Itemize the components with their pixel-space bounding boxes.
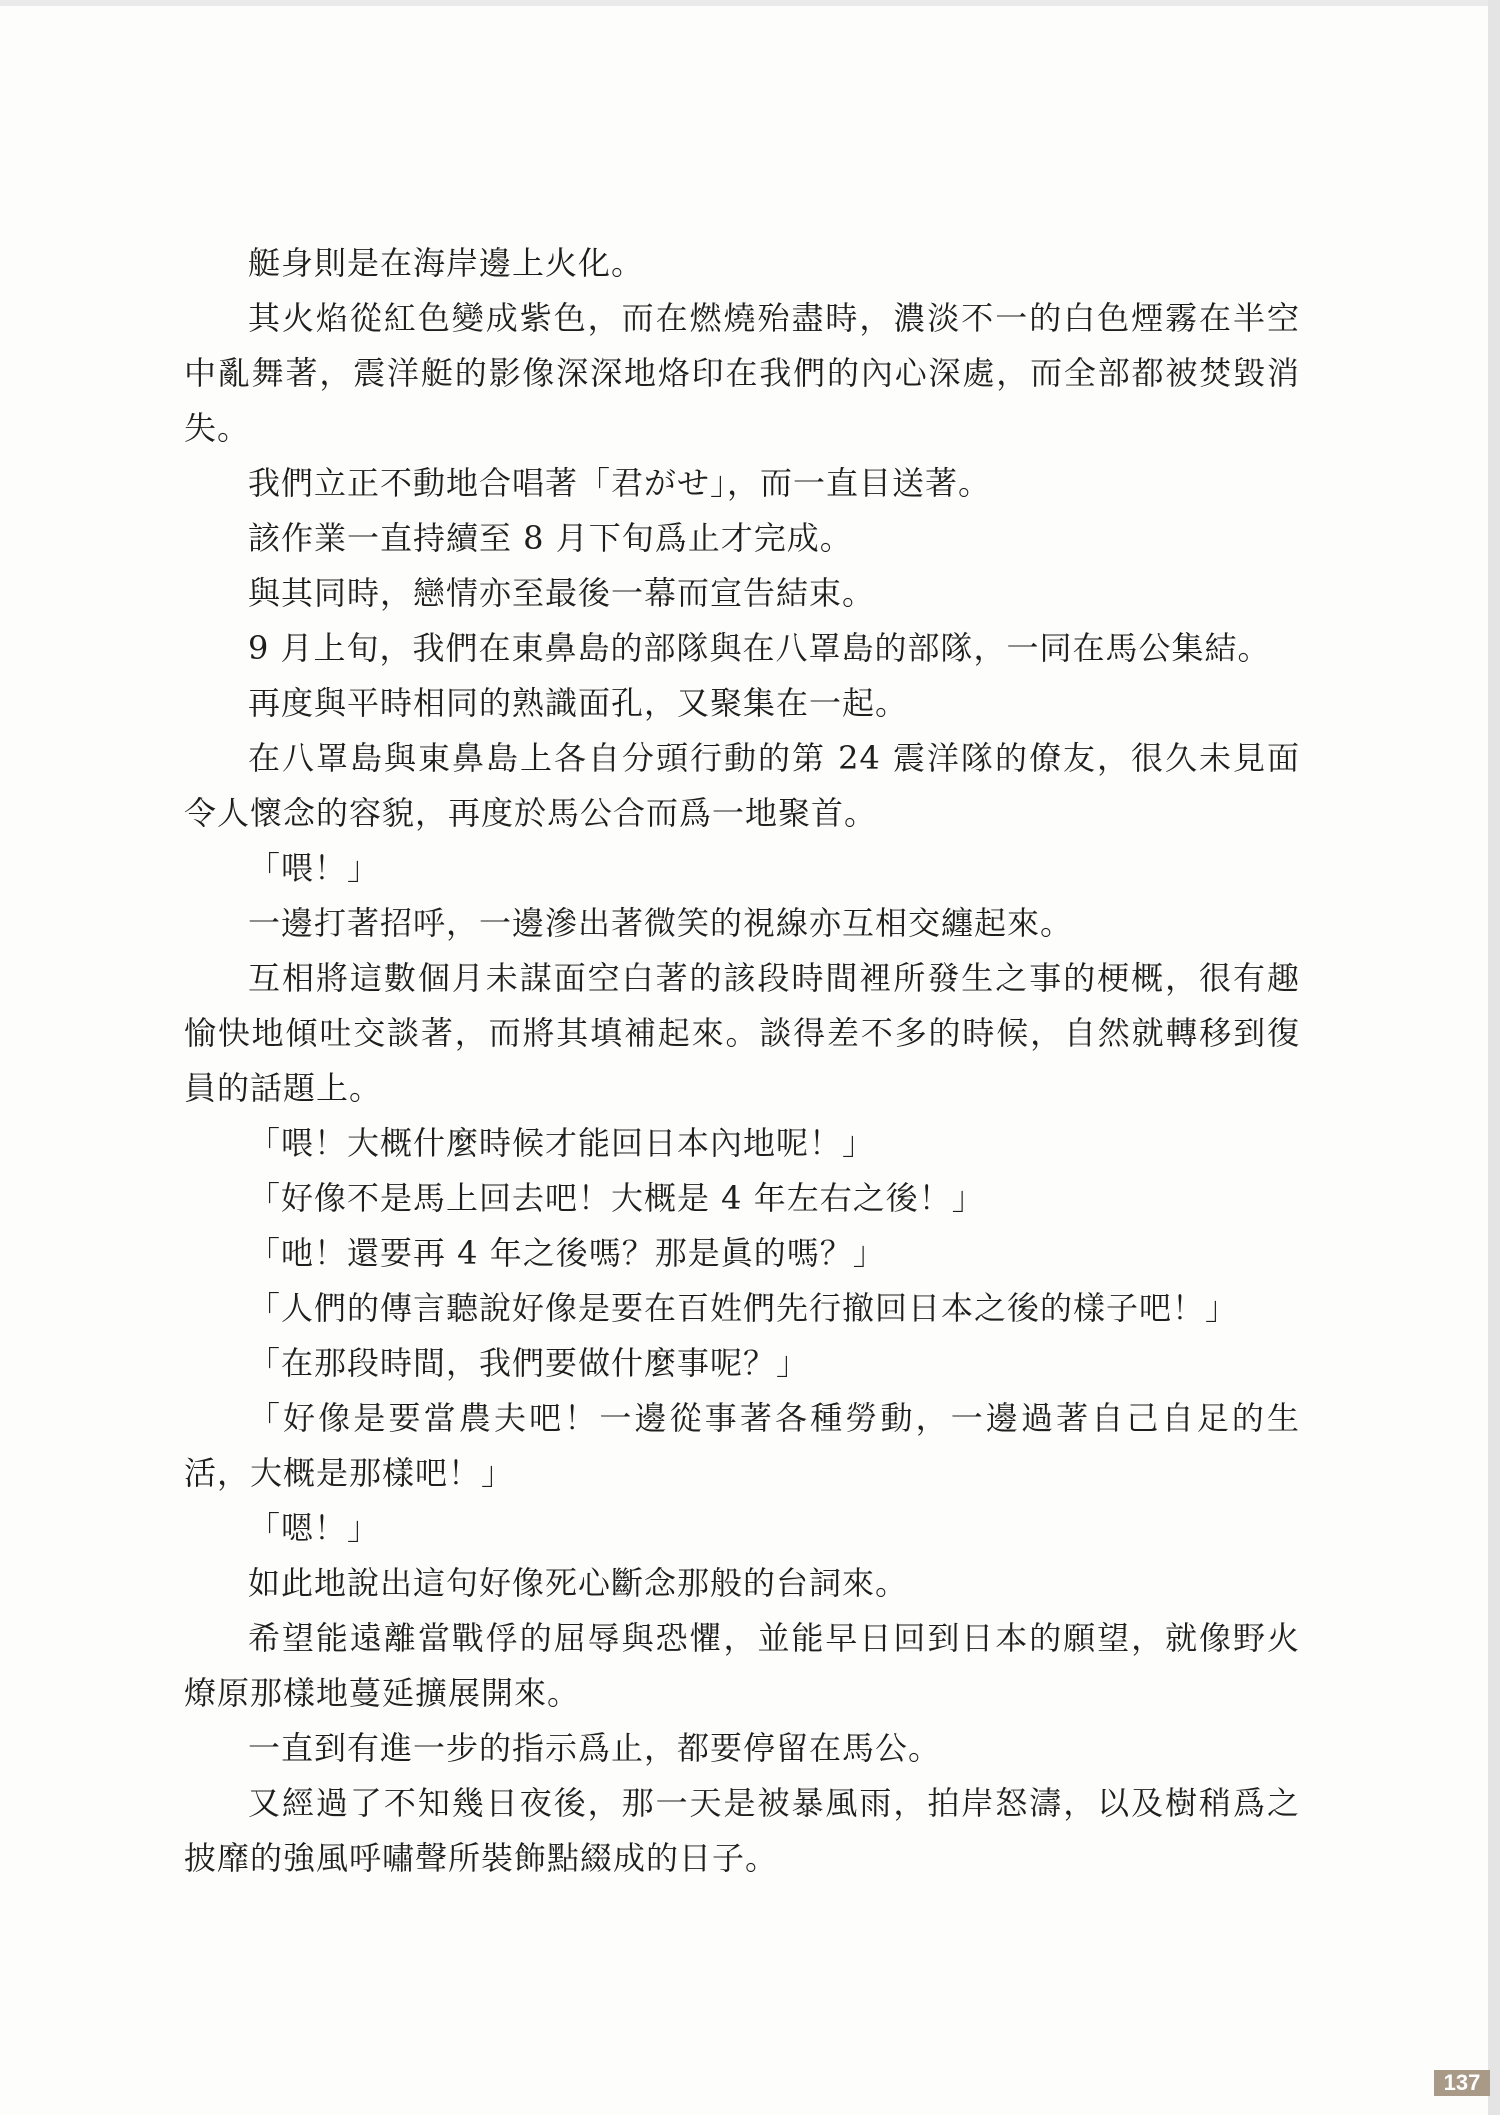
- paragraph: 與其同時，戀情亦至最後一幕而宣告結束。: [248, 574, 876, 612]
- paragraph: 艇身則是在海岸邊上火化。: [248, 244, 645, 282]
- paragraph: 再度與平時相同的熟識面孔，又聚集在一起。: [248, 684, 909, 722]
- body-text: [184, 236, 1300, 1886]
- paragraph: 「喂！」: [248, 849, 381, 887]
- paragraph: 一邊打著招呼，一邊滲出著微笑的視線亦互相交纏起來。: [248, 904, 1074, 942]
- paragraph: 該作業一直持續至 8 月下旬爲止才完成。: [248, 519, 853, 557]
- paragraph: 「好像是要當農夫吧！一邊從事著各種勞動，一邊過著自己自足的生活，大概是那樣吧！」: [184, 1399, 1300, 1492]
- paragraph: 互相將這數個月未謀面空白著的該段時間裡所發生之事的梗概，很有趣愉快地傾吐交談著，而將其填補起來。談得差不多的時候，自然就轉移到復員的話題上。: [184, 959, 1300, 1107]
- paragraph: 我們立正不動地合唱著「君がせ」，而一直目送著。: [248, 464, 992, 502]
- paragraph: 一直到有進一步的指示爲止，都要停留在馬公。: [248, 1729, 942, 1767]
- paragraph: 9 月上旬，我們在東鼻島的部隊與在八罩島的部隊，一同在馬公集結。: [248, 629, 1271, 667]
- page-top-edge: [0, 0, 1500, 6]
- paragraph: 「人們的傳言聽說好像是要在百姓們先行撤回日本之後的樣子吧！」: [248, 1289, 1239, 1327]
- page-number: 137: [1434, 2070, 1490, 2096]
- paragraph: 「喂！大概什麼時候才能回日本內地呢！」: [248, 1124, 876, 1162]
- paragraph: 又經過了不知幾日夜後，那一天是被暴風雨，拍岸怒濤，以及樹稍爲之披靡的強風呼嘯聲所裝飾點綴成的日子。: [184, 1784, 1300, 1877]
- paragraph: 「好像不是馬上回去吧！大概是 4 年左右之後！」: [248, 1179, 985, 1217]
- paragraph: 「吔！還要再 4 年之後嗎？那是眞的嗎？」: [248, 1234, 886, 1272]
- paragraph: 「在那段時間，我們要做什麼事呢？」: [248, 1344, 810, 1382]
- paragraph: 希望能遠離當戰俘的屈辱與恐懼，並能早日回到日本的願望，就像野火燎原那樣地蔓延擴展開來。: [184, 1619, 1300, 1712]
- paragraph: 「嗯！」: [248, 1509, 381, 1547]
- paragraph: 如此地說出這句好像死心斷念那般的台詞來。: [248, 1564, 909, 1602]
- paragraph: 在八罩島與東鼻島上各自分頭行動的第 24 震洋隊的僚友，很久未見面令人懷念的容貌，再度於馬公合而爲一地聚首。: [184, 739, 1300, 832]
- page-right-edge: [1488, 0, 1500, 2115]
- paragraph: 其火焰從紅色變成紫色，而在燃燒殆盡時，濃淡不一的白色煙霧在半空中亂舞著，震洋艇的影像深深地烙印在我們的內心深處，而全部都被焚毀消失。: [184, 299, 1300, 447]
